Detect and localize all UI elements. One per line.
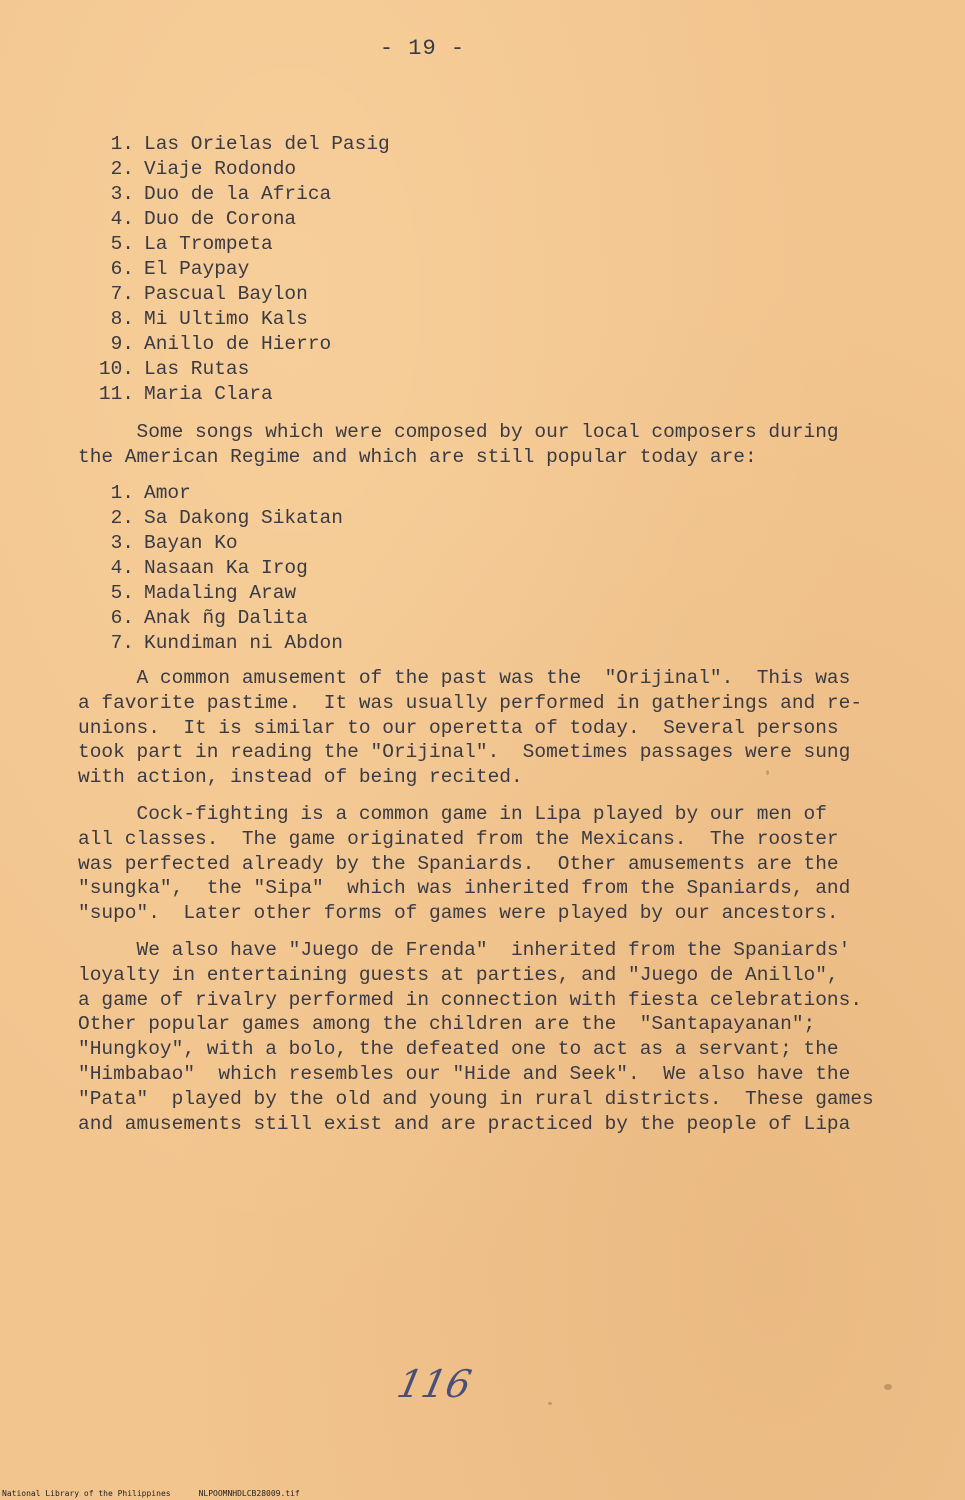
list-item: [98, 182, 390, 207]
list-item-title: Sa Dakong Sikatan: [144, 507, 343, 529]
list-item-title: El Paypay: [144, 258, 250, 280]
list-item: [98, 481, 343, 506]
text-line: Other popular games among the children are the "Santapayanan";: [78, 1013, 816, 1036]
text-line: A common amusement of the past was the "Orijinal". This was: [78, 667, 851, 689]
list-item-number: 2.: [110, 158, 134, 180]
list-item-title: Viaje Rodondo: [144, 158, 297, 180]
list-item-number: 6.: [110, 607, 134, 629]
list-item: [98, 556, 343, 581]
list-item: [98, 531, 343, 556]
text-line: We also have "Juego de Frenda" inherited from the Spaniards': [78, 939, 851, 961]
list-item: [98, 332, 390, 357]
text-line: was perfected already by the Spaniards. Other amusements are the: [78, 852, 839, 875]
list-item-number: 2.: [110, 507, 134, 529]
list-item: [98, 631, 343, 656]
list-item-title: Las Orielas del Pasig: [144, 133, 390, 155]
list-item: [98, 382, 390, 407]
text-line: loyalty in entertaining guests at parties, and "Juego de Anillo",: [78, 963, 839, 986]
list-item-number: 7.: [110, 283, 134, 305]
scan-footer: [2, 1489, 300, 1498]
text-line: a game of rivalry performed in connection with fiesta celebrations.: [78, 988, 863, 1011]
paragraph-juego-de-frenda: [78, 938, 908, 1136]
list-item-title: Anillo de Hierro: [144, 333, 332, 355]
text-line: "Hungkoy", with a bolo, the defeated one to act as a servant; the: [78, 1038, 839, 1061]
list-item-number: 5.: [110, 233, 134, 255]
list-item: [98, 581, 343, 606]
page-number: - 19 -: [379, 36, 466, 61]
list-item-title: Pascual Baylon: [144, 283, 308, 305]
list-item-title: Amor: [144, 482, 191, 504]
text-line: a favorite pastime. It was usually performed in gatherings and re-: [78, 691, 863, 714]
text-line: took part in reading the "Orijinal". Sometimes passages were sung: [78, 741, 851, 764]
paper-speck: [884, 1384, 892, 1390]
list-item-title: Nasaan Ka Irog: [144, 557, 308, 579]
text-line: all classes. The game originated from the Mexicans. The rooster: [78, 827, 839, 850]
song-list-spanish-era: [98, 132, 390, 407]
list-item-number: 3.: [110, 532, 134, 554]
list-item-title: Bayan Ko: [144, 532, 238, 554]
list-item-number: 8.: [110, 308, 134, 330]
list-item: [98, 132, 390, 157]
paper-speck: [766, 770, 769, 775]
text-line: "Himbabao" which resembles our "Hide and Seek". We also have the: [78, 1062, 851, 1085]
text-line: "Pata" played by the old and young in rural districts. These games: [78, 1087, 874, 1110]
list-item: [98, 282, 390, 307]
list-item-number: 7.: [110, 632, 134, 654]
list-item-title: Duo de Corona: [144, 208, 297, 230]
list-item-number: 3.: [110, 183, 134, 205]
list-item-number: 6.: [110, 258, 134, 280]
paragraph-american-regime-intro: [78, 420, 908, 470]
text-line: unions. It is similar to our operetta of today. Several persons: [78, 716, 839, 739]
list-item-title: Las Rutas: [144, 358, 250, 380]
list-item-title: Maria Clara: [144, 383, 273, 405]
list-item-title: Anak ñg Dalita: [144, 607, 308, 629]
footer-file: NLPOOMNHDLCB28009.tif: [198, 1489, 300, 1498]
list-item-title: Kundiman ni Abdon: [144, 632, 343, 654]
list-item-number: 11.: [98, 383, 134, 405]
list-item-number: 1.: [110, 482, 134, 504]
paper-speck: [548, 1402, 552, 1405]
list-item-number: 1.: [110, 133, 134, 155]
list-item-number: 4.: [110, 208, 134, 230]
list-item-number: 10.: [98, 358, 134, 380]
text-line: the American Regime and which are still popular today are:: [78, 445, 757, 468]
list-item: [98, 207, 390, 232]
text-line: "supo". Later other forms of games were played by our ancestors.: [78, 902, 839, 925]
text-line: with action, instead of being recited.: [78, 766, 523, 789]
text-line: Cock-fighting is a common game in Lipa played by our men of: [78, 803, 827, 825]
paragraph-orijinal: [78, 666, 908, 790]
footer-library: National Library of the Philippines: [2, 1489, 171, 1498]
text-line: "sungka", the "Sipa" which was inherited from the Spaniards, and: [78, 877, 851, 900]
list-item-number: 4.: [110, 557, 134, 579]
text-line: Some songs which were composed by our local composers during: [78, 421, 839, 443]
list-item: [98, 506, 343, 531]
list-item-title: La Trompeta: [144, 233, 273, 255]
handwritten-page-mark: 116: [393, 1362, 476, 1406]
list-item-title: Madaling Araw: [144, 582, 297, 604]
list-item: [98, 232, 390, 257]
list-item-title: Duo de la Africa: [144, 183, 332, 205]
list-item-number: 9.: [110, 333, 134, 355]
paragraph-cock-fighting: [78, 802, 908, 926]
list-item: [98, 257, 390, 282]
text-line: and amusements still exist and are practiced by the people of Lipa: [78, 1112, 851, 1135]
song-list-american-regime: [98, 481, 343, 656]
list-item-number: 5.: [110, 582, 134, 604]
list-item: [98, 157, 390, 182]
list-item-title: Mi Ultimo Kals: [144, 308, 308, 330]
list-item: [98, 606, 343, 631]
list-item: [98, 307, 390, 332]
list-item: [98, 357, 390, 382]
